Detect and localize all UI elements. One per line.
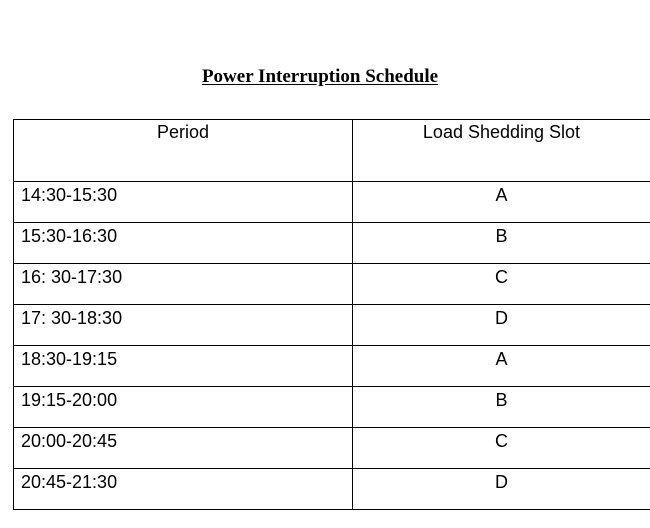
- period-cell: 20:00-20:45: [14, 428, 353, 469]
- page-title: Power Interruption Schedule: [201, 66, 439, 87]
- table-row: [14, 223, 650, 264]
- table-row: [14, 387, 650, 428]
- schedule-table: [13, 119, 650, 510]
- slot-cell: C: [353, 428, 650, 469]
- table-row: [14, 346, 650, 387]
- slot-cell: A: [353, 346, 650, 387]
- slot-cell: A: [353, 182, 650, 223]
- column-header-period: Period: [14, 120, 353, 182]
- slot-cell: B: [353, 387, 650, 428]
- table-row: [14, 305, 650, 346]
- column-header-slot: Load Shedding Slot: [353, 120, 650, 182]
- period-cell: 19:15-20:00: [14, 387, 353, 428]
- period-cell: 18:30-19:15: [14, 346, 353, 387]
- slot-cell: C: [353, 264, 650, 305]
- table-row: [14, 428, 650, 469]
- table-header-row: [14, 120, 650, 182]
- slot-cell: D: [353, 305, 650, 346]
- period-cell: 14:30-15:30: [14, 182, 353, 223]
- table-row: [14, 182, 650, 223]
- table-row: [14, 469, 650, 510]
- table-row: [14, 264, 650, 305]
- period-cell: 15:30-16:30: [14, 223, 353, 264]
- slot-cell: B: [353, 223, 650, 264]
- period-cell: 16: 30-17:30: [14, 264, 353, 305]
- period-cell: 17: 30-18:30: [14, 305, 353, 346]
- period-cell: 20:45-21:30: [14, 469, 353, 510]
- slot-cell: D: [353, 469, 650, 510]
